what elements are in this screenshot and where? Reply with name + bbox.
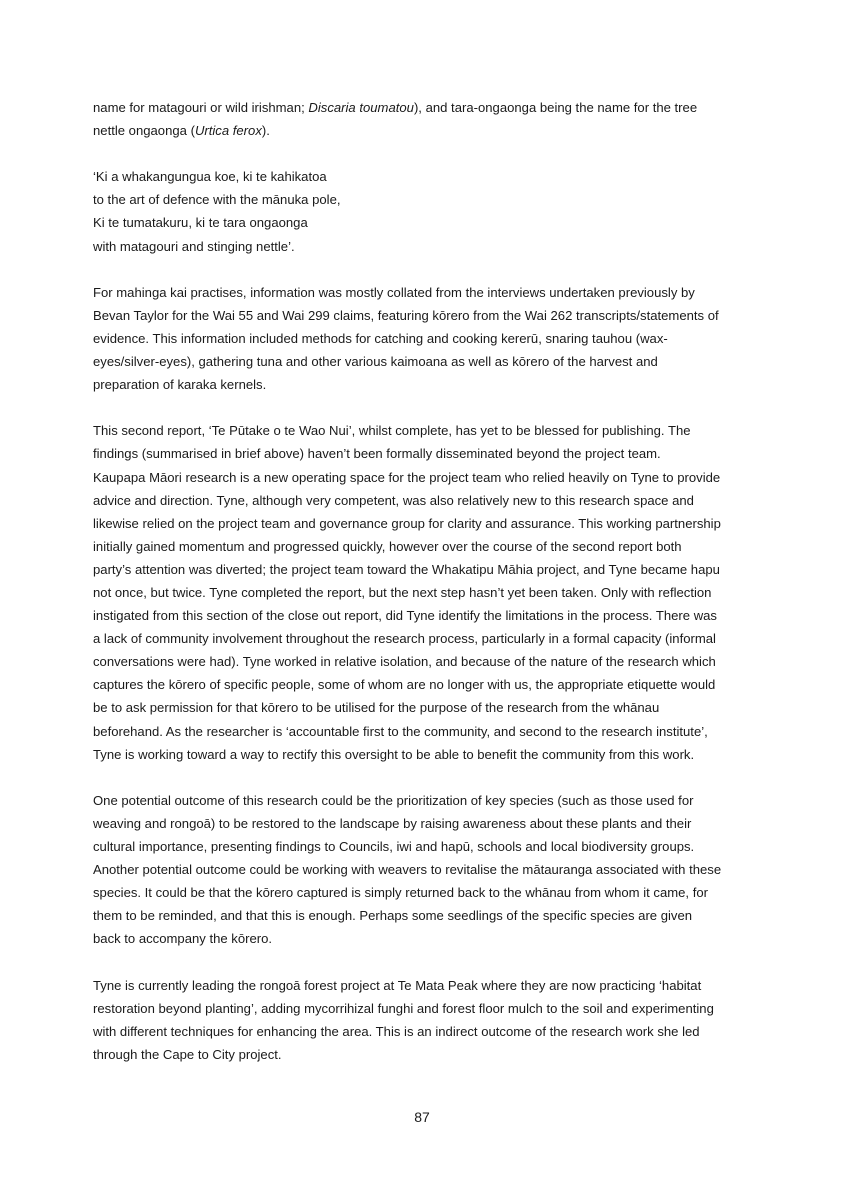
text-line [93, 927, 753, 950]
text-segment: restoration beyond planting’, adding mycorrihizal funghi and forest floor mulch to the soil and experimenting [93, 1000, 714, 1016]
paragraph [93, 281, 753, 396]
text-segment: conversations were had). Tyne worked in relative isolation, and because of the nature of the research which [93, 654, 716, 670]
text-line [93, 235, 753, 258]
text-line [93, 165, 753, 188]
text-segment: species. It could be that the kōrero captured is simply returned back to the whānau from whom it came, for [93, 885, 708, 901]
text-segment: likewise relied on the project team and governance group for clarity and assurance. This working partnership [93, 515, 721, 531]
italic-text: Discaria toumatou [308, 100, 414, 115]
text-line [93, 789, 753, 812]
text-segment: with matagouri and stinging nettle’. [93, 238, 295, 254]
text-segment: not once, but twice. Tyne completed the report, but the next step hasn’t yet been taken. Only with reflection [93, 584, 712, 600]
text-segment: captures the kōrero of specific people, some of whom are no longer with us, the appropriate etiquette would [93, 677, 716, 693]
text-line [93, 650, 753, 673]
text-segment: Another potential outcome could be working with weavers to revitalise the mātauranga associated with these [93, 862, 722, 878]
text-segment: This second report, ‘Te Pūtake o te Wao Nui’, whilst complete, has yet to be blessed for publishing. The [93, 423, 691, 439]
text-segment: name for matagouri or wild irishman; [93, 100, 309, 115]
paragraph [93, 165, 753, 257]
text-line [93, 419, 753, 442]
text-segment: For mahinga kai practises, information was mostly collated from the interviews undertaken previously by [93, 284, 695, 300]
text-segment: Ki te tumatakuru, ki te tara ongaonga [93, 215, 308, 231]
text-line [93, 904, 753, 927]
text-line [93, 558, 753, 581]
text-line [93, 304, 753, 327]
text-segment: evidence. This information included methods for catching and cooking kererū, snaring tauhou (wax- [93, 330, 668, 346]
italic-text: Urtica ferox [194, 123, 262, 139]
text-line [93, 1043, 753, 1066]
text-line [93, 858, 753, 881]
text-line [93, 974, 753, 997]
paragraph [93, 419, 753, 765]
text-line [93, 743, 753, 766]
text-line [93, 812, 753, 835]
text-segment: ), and tara-ongaonga being the name for the tree [413, 100, 698, 115]
text-line [93, 720, 753, 743]
text-segment: Bevan Taylor for the Wai 55 and Wai 299 claims, featuring kōrero from the Wai 262 transcripts/statements of [93, 307, 719, 323]
text-line [93, 673, 753, 696]
text-line [93, 696, 753, 719]
text-line [93, 535, 753, 558]
text-segment: Tyne is currently leading the rongoā forest project at Te Mata Peak where they are now practicing ‘habitat [93, 977, 702, 993]
text-line [93, 96, 753, 119]
page-number: 87 [414, 1109, 430, 1125]
text-line [93, 442, 753, 465]
text-segment: ). [261, 123, 270, 139]
text-line [93, 489, 753, 512]
text-segment: a lack of community involvement throughout the research process, particularly in a formal capacity (informal [93, 631, 716, 647]
text-line [93, 119, 753, 142]
paragraph [93, 96, 753, 142]
text-segment: instigated from this section of the close out report, did Tyne identify the limitations in the process. There was [93, 608, 717, 624]
text-segment: One potential outcome of this research could be the prioritization of key species (such as those used for [93, 792, 694, 808]
text-line [93, 211, 753, 234]
text-line [93, 466, 753, 489]
document-body [93, 96, 753, 1089]
text-segment: party’s attention was diverted; the project team toward the Whakatipu Māhia project, and Tyne became hapu [93, 561, 720, 577]
text-segment: Tyne is working toward a way to rectify this oversight to be able to benefit the community from this work. [93, 746, 695, 762]
text-segment: initially gained momentum and progressed quickly, however over the course of the second report both [93, 538, 682, 554]
text-segment: through the Cape to City project. [93, 1046, 282, 1062]
text-segment: them to be reminded, and that this is enough. Perhaps some seedlings of the specific species are given [93, 908, 693, 924]
text-segment: eyes/silver-eyes), gathering tuna and other various kaimoana as well as kōrero of the harvest and [93, 354, 658, 370]
text-segment: preparation of karaka kernels. [93, 377, 267, 393]
text-line [93, 350, 753, 373]
text-line [93, 1020, 753, 1043]
text-segment: Kaupapa Māori research is a new operating space for the project team who relied heavily on Tyne to provide [93, 469, 721, 485]
text-line [93, 188, 753, 211]
text-segment: findings (summarised in brief above) haven’t been formally disseminated beyond the project team. [93, 446, 661, 462]
text-segment: cultural importance, presenting findings to Councils, iwi and hapū, schools and local biodiversity groups. [93, 839, 695, 854]
text-segment: beforehand. As the researcher is ‘accountable first to the community, and second to the research institute’, [93, 723, 708, 739]
text-segment: advice and direction. Tyne, although very competent, was also relatively new to this research space and [93, 492, 694, 508]
text-line [93, 281, 753, 304]
text-segment: be to ask permission for that kōrero to be utilised for the purpose of the research from the whānau [93, 700, 660, 716]
paragraph [93, 789, 753, 951]
paragraph [93, 974, 753, 1066]
text-line [93, 881, 753, 904]
text-segment: nettle ongaonga ( [93, 123, 195, 139]
text-segment: with different techniques for enhancing the area. This is an indirect outcome of the research work she led [93, 1023, 700, 1039]
text-line [93, 581, 753, 604]
text-line [93, 627, 753, 650]
text-segment: to the art of defence with the mānuka pole, [93, 192, 341, 208]
text-segment: weaving and rongoā) to be restored to the landscape by raising awareness about these plants and their [93, 815, 692, 831]
text-line [93, 604, 753, 627]
text-line [93, 373, 753, 396]
text-line [93, 512, 753, 535]
text-segment: ‘Ki a whakangungua koe, ki te kahikatoa [93, 169, 327, 185]
text-segment: back to accompany the kōrero. [93, 931, 273, 947]
text-line [93, 835, 753, 858]
text-line [93, 997, 753, 1020]
text-line [93, 327, 753, 350]
